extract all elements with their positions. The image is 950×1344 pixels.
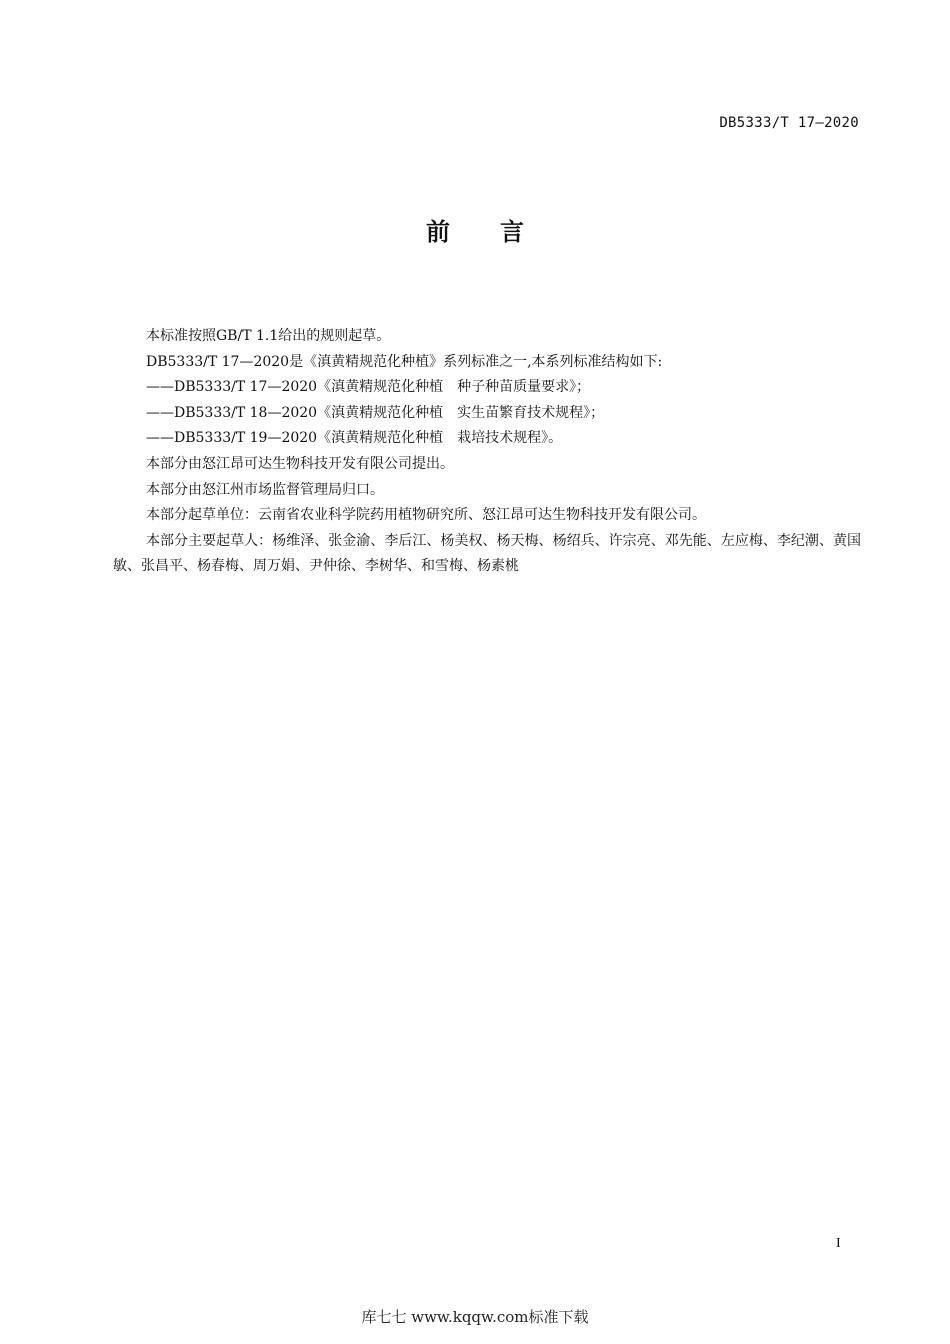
paragraph-drafting-units: 本部分起草单位：云南省农业科学院药用植物研究所、怒江昂可达生物科技开发有限公司。 <box>146 507 706 524</box>
paragraph-series-intro: DB5333/T 17—2020是《滇黄精规范化种植》系列标准之一,本系列标准结构如下: <box>146 353 663 370</box>
footer-watermark: 库七七 www.kqqw.com标准下载 <box>361 1308 589 1326</box>
paragraph-series-item-1: ——DB5333/T 17—2020《滇黄精规范化种植 种子种苗质量要求》； <box>146 379 591 396</box>
paragraph-series-item-3: ——DB5333/T 19—2020《滇黄精规范化种植 栽培技术规程》。 <box>146 430 563 447</box>
paragraph-series-item-2: ——DB5333/T 18—2020《滇黄精规范化种植 实生苗繁育技术规程》； <box>146 404 605 421</box>
paragraph-drafting-rules: 本标准按照GB/T 1.1给出的规则起草。 <box>146 328 391 344</box>
page-title: 前言 <box>426 218 574 246</box>
paragraph-proposer: 本部分由怒江昂可达生物科技开发有限公司提出。 <box>146 455 454 472</box>
paragraph-drafters: 本部分主要起草人：杨维泽、张金渝、李后江、杨美权、杨天梅、杨绍兵、许宗亮、邓先能、左应梅、李纪潮、黄国敏、张昌平、杨春梅、周万娟、尹仲徐、李树华、和雪梅、杨素桃 <box>113 532 861 575</box>
page-number: I <box>836 1236 841 1251</box>
foreword-body <box>113 324 861 580</box>
paragraph-administrator: 本部分由怒江州市场监督管理局归口。 <box>146 481 384 498</box>
standard-code: DB5333/T 17—2020 <box>719 115 859 131</box>
